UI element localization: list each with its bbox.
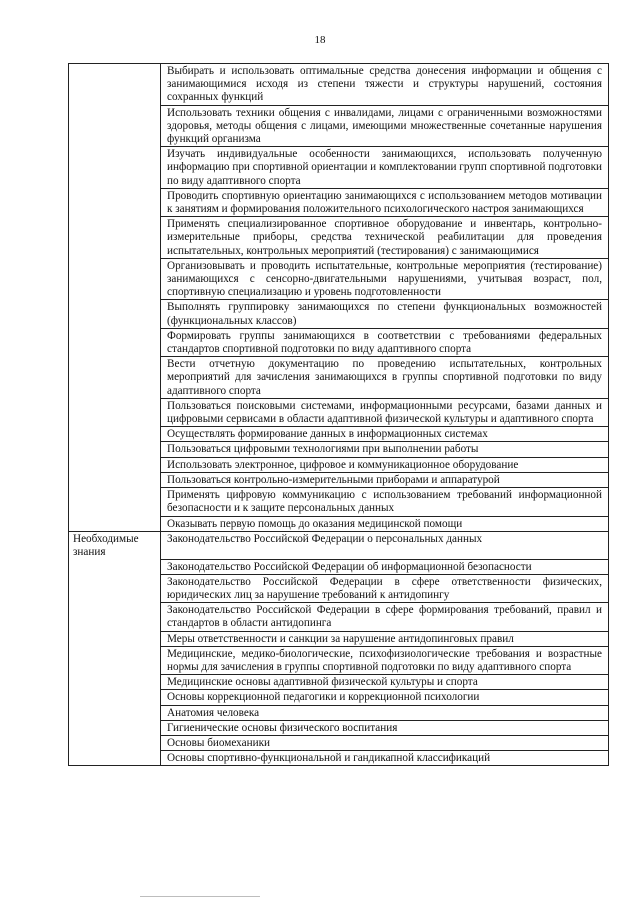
table-row [69, 147, 609, 189]
knowledge-item: Законодательство Российской Федерации о персональных данных [161, 531, 609, 559]
table-row [69, 427, 609, 442]
requirements-table [68, 63, 609, 766]
knowledge-item: Законодательство Российской Федерации в сфере ответственности физических, юридических лиц за нарушение требований к антидопингу [161, 574, 609, 602]
skill-item: Проводить спортивную ориентацию занимающихся с использованием методов мотивации к занятиям и формирования положительного психологического настроя занимающихся [161, 188, 609, 216]
skill-item: Выполнять группировку занимающихся по степени функциональных возможностей (функциональных классов) [161, 300, 609, 328]
table-row [69, 690, 609, 705]
table-row [69, 457, 609, 472]
knowledge-item: Основы спортивно-функциональной и гандикапной классификаций [161, 751, 609, 766]
knowledge-item: Основы коррекционной педагогики и коррекционной психологии [161, 690, 609, 705]
skills-section [69, 64, 609, 532]
table-row [69, 217, 609, 259]
knowledge-item: Меры ответственности и санкции за нарушение антидопинговых правил [161, 631, 609, 646]
skill-item: Оказывать первую помощь до оказания медицинской помощи [161, 516, 609, 531]
table-row [69, 720, 609, 735]
skill-item: Пользоваться цифровыми технологиями при выполнении работы [161, 442, 609, 457]
page-number: 18 [314, 34, 326, 46]
section-label: Необходимые знания [69, 531, 161, 559]
table-row [69, 472, 609, 487]
skill-item: Осуществлять формирование данных в информационных системах [161, 427, 609, 442]
table-row [69, 646, 609, 674]
table-row [69, 442, 609, 457]
table-row [69, 398, 609, 426]
skill-item: Организовывать и проводить испытательные, контрольные мероприятия (тестирование) занимающихся с сенсорно-двигательными нарушениями, учитывая возраст, пол, спортивную специализацию и уровень подготовленности [161, 258, 609, 300]
table-row [69, 64, 609, 106]
knowledge-item: Медицинские основы адаптивной физической культуры и спорта [161, 675, 609, 690]
skill-item: Применять цифровую коммуникацию с использованием требований информационной безопасности и к защите персональных данных [161, 488, 609, 516]
table-row [69, 488, 609, 516]
table-row [69, 188, 609, 216]
table-row [69, 559, 609, 574]
table-row [69, 328, 609, 356]
skill-item: Изучать индивидуальные особенности занимающихся, использовать полученную информацию при спортивной ориентации и комплектовании групп спортивной подготовки по виду адаптивного спорта [161, 147, 609, 189]
table-row [69, 751, 609, 766]
knowledge-item: Гигиенические основы физического воспитания [161, 720, 609, 735]
section-label [69, 64, 161, 106]
table-row [69, 574, 609, 602]
knowledge-item: Законодательство Российской Федерации в сфере формирования требований, правил и стандартов в области антидопинга [161, 603, 609, 631]
skill-item: Использовать электронное, цифровое и коммуникационное оборудование [161, 457, 609, 472]
skill-item: Пользоваться контрольно-измерительными приборами и аппаратурой [161, 472, 609, 487]
knowledge-item: Медицинские, медико-биологические, психофизиологические требования и возрастные нормы для зачисления в группы спортивной подготовки по виду адаптивного спорта [161, 646, 609, 674]
table-row [69, 675, 609, 690]
skill-item: Вести отчетную документацию по проведению испытательных, контрольных мероприятий для зачисления занимающихся в группы спортивной подготовки по виду адаптивного спорта [161, 357, 609, 399]
table-row [69, 258, 609, 300]
knowledge-item: Основы биомеханики [161, 736, 609, 751]
table-row [69, 105, 609, 147]
table-row [69, 631, 609, 646]
skill-item: Пользоваться поисковыми системами, информационными ресурсами, базами данных и цифровыми сервисами в области адаптивной физической культуры и адаптивного спорта [161, 398, 609, 426]
knowledge-section [69, 531, 609, 766]
table-row [69, 516, 609, 531]
skill-item: Применять специализированное спортивное оборудование и инвентарь, контрольно-измерительные приборы, средства технической реабилитации для проведения испытательных, контрольных мероприятий (тестирования) с занимающимися [161, 217, 609, 259]
knowledge-item: Законодательство Российской Федерации об информационной безопасности [161, 559, 609, 574]
table-row [69, 531, 609, 559]
skill-item: Использовать техники общения с инвалидами, лицами с ограниченными возможностями здоровья, методы общения с лицами, имеющими множественные сочетанные нарушения функций организма [161, 105, 609, 147]
table-row [69, 736, 609, 751]
skill-item: Выбирать и использовать оптимальные средства донесения информации и общения с занимающимися исходя из степени тяжести и структуры нарушений, состояния сохранных функций [161, 64, 609, 106]
table-row [69, 603, 609, 631]
scan-artifact-line [140, 896, 260, 897]
table-row [69, 357, 609, 399]
knowledge-item: Анатомия человека [161, 705, 609, 720]
skill-item: Формировать группы занимающихся в соответствии с требованиями федеральных стандартов спортивной подготовки по виду адаптивного спорта [161, 328, 609, 356]
table-row [69, 705, 609, 720]
table-row [69, 300, 609, 328]
